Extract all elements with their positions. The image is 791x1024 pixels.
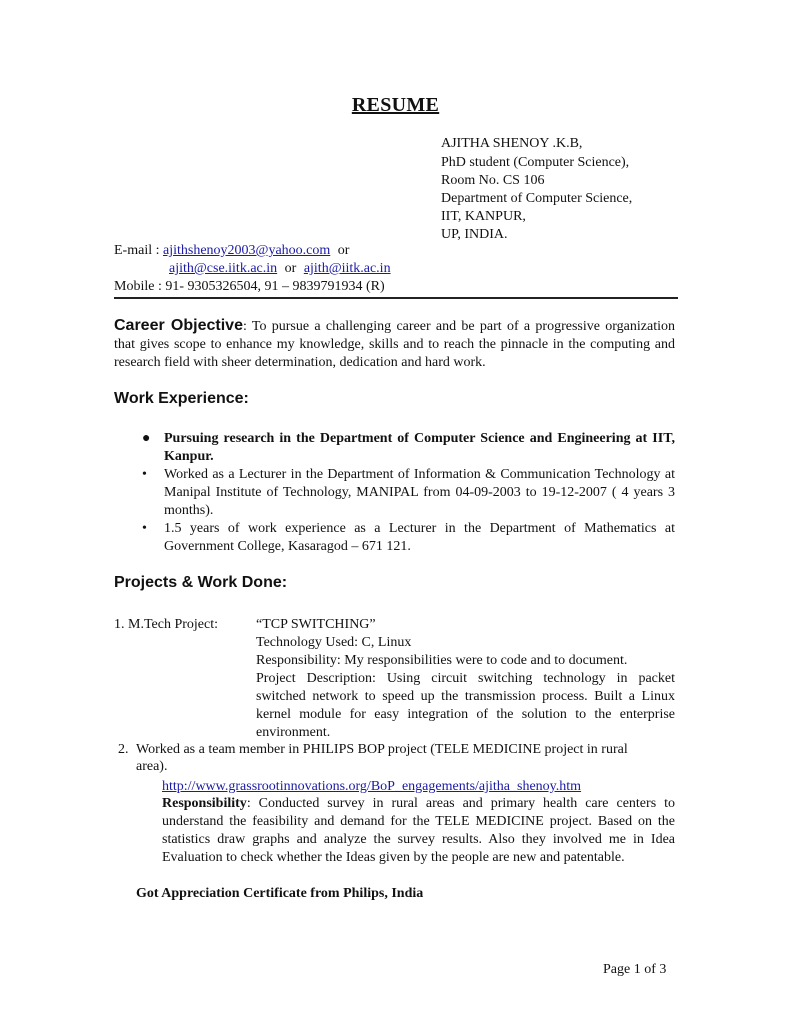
project-1-responsibility: Responsibility: My responsibilities were to code and to document. [256, 653, 628, 668]
career-objective-text: : To pursue a challenging career and be part of a progressive organization that gives scope to enhance my knowledge, skills and to reach the pinnacle in the computing and research field with sheer determination, dedication and hard work. [114, 319, 675, 370]
projects-heading: Projects & Work Done: [114, 574, 288, 591]
certificate-line: Got Appreciation Certificate from Philips, India [136, 886, 424, 901]
project-2-responsibility-text: : Conducted survey in rural areas and primary health care centers to understand the feasibility and demand for the TELE MEDICINE project. Based on the statistics draw graphs and analyze the survey results. Also they involved me in Idea Evaluation to check whether the Ideas given by the people are new and patentable. [162, 796, 675, 865]
email-link-tertiary[interactable]: ajith@iitk.ac.in [303, 261, 391, 276]
project-2-responsibility-label: Responsibility [162, 796, 247, 811]
project-2-link-row [162, 778, 581, 795]
work-item-2: Worked as a Lecturer in the Department of Information & Communication Technology at Manipal Institute of Technology, MANIPAL from 04-09-2003 to 19-12-2007 ( 4 years 3 months). [164, 467, 675, 518]
bullet-icon: • [142, 467, 147, 482]
project-1-title: “TCP SWITCHING” [256, 617, 376, 632]
email-link-secondary[interactable]: ajith@cse.iitk.ac.in [169, 261, 278, 276]
page-number: Page 1 of 3 [603, 962, 667, 977]
list-item [142, 430, 675, 466]
contact-state: UP, INDIA. [441, 227, 508, 242]
bullet-icon: • [142, 521, 147, 536]
work-experience-heading: Work Experience: [114, 390, 249, 407]
project-2-responsibility [162, 795, 675, 867]
contact-room: Room No. CS 106 [441, 173, 545, 188]
career-objective [114, 317, 675, 372]
contact-position: PhD student (Computer Science), [441, 155, 630, 170]
email-link-primary[interactable]: ajithshenoy2003@yahoo.com [163, 243, 331, 258]
career-objective-heading: Career Objective [114, 317, 243, 334]
list-item [142, 520, 675, 556]
contact-name: AJITHA SHENOY .K.B, [441, 136, 583, 151]
project-1-label: 1. M.Tech Project: [114, 617, 218, 632]
email-or-2: or [284, 261, 297, 276]
bullet-icon: ● [142, 431, 151, 446]
email-line-2 [169, 260, 391, 277]
contact-department: Department of Computer Science, [441, 191, 633, 206]
project-1-technology: Technology Used: C, Linux [256, 635, 412, 650]
email-line-1 [114, 242, 349, 259]
list-item [142, 466, 675, 520]
contact-institute: IIT, KANPUR, [441, 209, 526, 224]
email-label: E-mail : [114, 243, 160, 258]
mobile-line: Mobile : 91- 9305326504, 91 – 9839791934 (R) [114, 279, 385, 294]
email-or-1: or [337, 243, 350, 258]
header-divider [114, 297, 678, 299]
work-item-3: 1.5 years of work experience as a Lecturer in the Department of Mathematics at Government College, Kasaragod – 671 121. [164, 521, 675, 554]
work-experience-list [142, 430, 675, 556]
project-2-link[interactable]: http://www.grassrootinnovations.org/BoP_engagements/ajitha_shenoy.htm [162, 779, 582, 794]
project-2-intro: Worked as a team member in PHILIPS BOP project (TELE MEDICINE project in rural area). [136, 742, 628, 774]
project-1-description: Project Description: Using circuit switching technology in packet switched network to speed up the transmission process. Built a Linux kernel module for easy integration of the solution to the enterprise environment. [256, 671, 675, 740]
project-2-label: 2. [118, 742, 129, 757]
work-item-1: Pursuing research in the Department of Computer Science and Engineering at IIT, Kanpur. [164, 431, 675, 464]
resume-title: RESUME [351, 94, 440, 116]
